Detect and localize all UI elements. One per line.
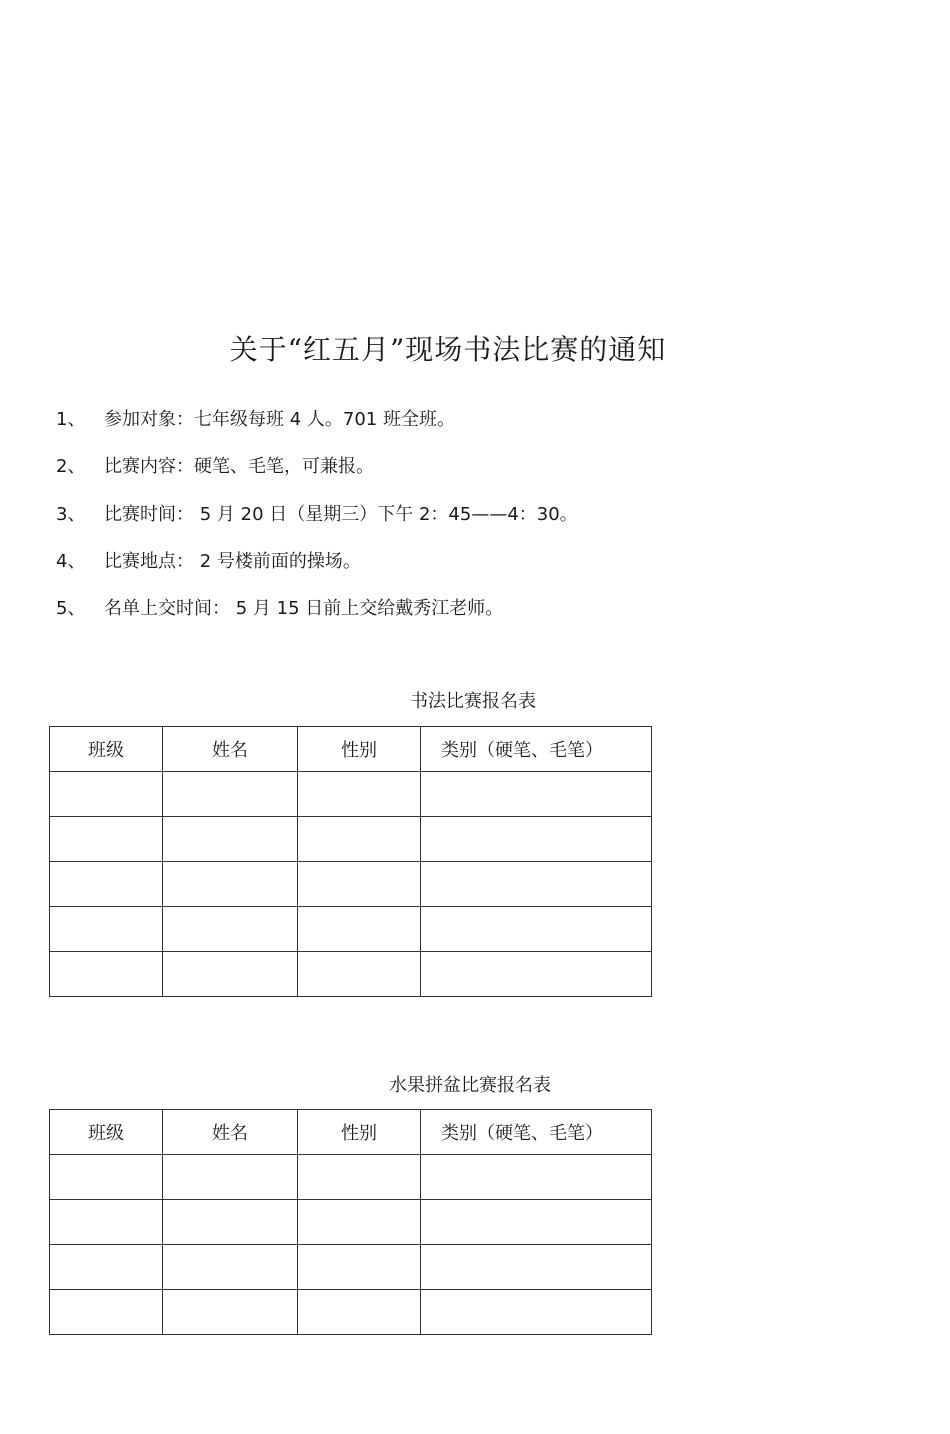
calligraphy-form-caption: 书法比赛报名表	[410, 691, 536, 712]
table-cell[interactable]	[163, 907, 298, 952]
table-row	[50, 1200, 652, 1245]
table-cell[interactable]	[421, 1290, 652, 1335]
fruit-form-caption: 水果拼盆比赛报名表	[389, 1075, 551, 1096]
notice-item	[56, 503, 578, 527]
table-cell[interactable]	[50, 1155, 163, 1200]
table-cell[interactable]	[163, 1290, 298, 1335]
item-number: 3、	[56, 504, 86, 525]
header-gender: 性别	[298, 727, 421, 772]
table-row	[50, 772, 652, 817]
header-class: 班级	[50, 1110, 163, 1155]
notice-title: 关于“红五月”现场书法比赛的通知	[229, 333, 667, 366]
table-cell[interactable]	[50, 862, 163, 907]
table-cell[interactable]	[50, 1200, 163, 1245]
table-cell[interactable]	[163, 1155, 298, 1200]
item-text: 比赛内容：硬笔、毛笔，可兼报。	[104, 456, 374, 477]
table-row	[50, 907, 652, 952]
item-number: 4、	[56, 551, 86, 572]
header-name: 姓名	[163, 727, 298, 772]
table-cell[interactable]	[421, 1200, 652, 1245]
table-cell[interactable]	[421, 817, 652, 862]
table-cell[interactable]	[163, 1200, 298, 1245]
table-cell[interactable]	[163, 862, 298, 907]
table-cell[interactable]	[298, 862, 421, 907]
table-cell[interactable]	[50, 1245, 163, 1290]
table-cell[interactable]	[298, 1245, 421, 1290]
header-class: 班级	[50, 727, 163, 772]
table-cell[interactable]	[298, 1200, 421, 1245]
table-cell[interactable]	[421, 1245, 652, 1290]
table-row	[50, 1290, 652, 1335]
table-cell[interactable]	[50, 952, 163, 997]
header-gender: 性别	[298, 1110, 421, 1155]
table-cell[interactable]	[50, 772, 163, 817]
item-text: 参加对象：七年级每班 4 人。701 班全班。	[104, 409, 455, 430]
table-cell[interactable]	[421, 1155, 652, 1200]
table-cell[interactable]	[50, 817, 163, 862]
table-cell[interactable]	[163, 817, 298, 862]
table-cell[interactable]	[298, 952, 421, 997]
table-cell[interactable]	[298, 1155, 421, 1200]
table-cell[interactable]	[163, 1245, 298, 1290]
table-cell[interactable]	[50, 1290, 163, 1335]
table-cell[interactable]	[421, 862, 652, 907]
table-cell[interactable]	[421, 952, 652, 997]
table-cell[interactable]	[163, 772, 298, 817]
notice-item	[56, 597, 503, 621]
table-cell[interactable]	[298, 817, 421, 862]
item-text: 比赛地点： 2 号楼前面的操场。	[104, 551, 361, 572]
item-text: 比赛时间： 5 月 20 日（星期三）下午 2：45——4：30。	[104, 504, 578, 525]
header-category: 类别（硬笔、毛笔）	[421, 727, 652, 772]
table-row	[50, 952, 652, 997]
header-category: 类别（硬笔、毛笔）	[421, 1110, 652, 1155]
table-cell[interactable]	[163, 952, 298, 997]
table-row	[50, 1155, 652, 1200]
table-cell[interactable]	[50, 907, 163, 952]
table-header-row	[50, 1110, 652, 1155]
notice-item	[56, 550, 361, 574]
table-row	[50, 817, 652, 862]
table-header-row	[50, 727, 652, 772]
calligraphy-registration-table	[49, 726, 652, 997]
item-number: 5、	[56, 598, 86, 619]
item-number: 2、	[56, 456, 86, 477]
notice-item	[56, 408, 455, 432]
notice-item	[56, 455, 374, 479]
table-row	[50, 1245, 652, 1290]
table-cell[interactable]	[421, 907, 652, 952]
item-text: 名单上交时间： 5 月 15 日前上交给戴秀江老师。	[104, 598, 504, 619]
item-number: 1、	[56, 409, 86, 430]
fruit-registration-table	[49, 1109, 652, 1335]
table-cell[interactable]	[298, 772, 421, 817]
table-row	[50, 862, 652, 907]
table-cell[interactable]	[298, 907, 421, 952]
table-cell[interactable]	[298, 1290, 421, 1335]
header-name: 姓名	[163, 1110, 298, 1155]
table-cell[interactable]	[421, 772, 652, 817]
